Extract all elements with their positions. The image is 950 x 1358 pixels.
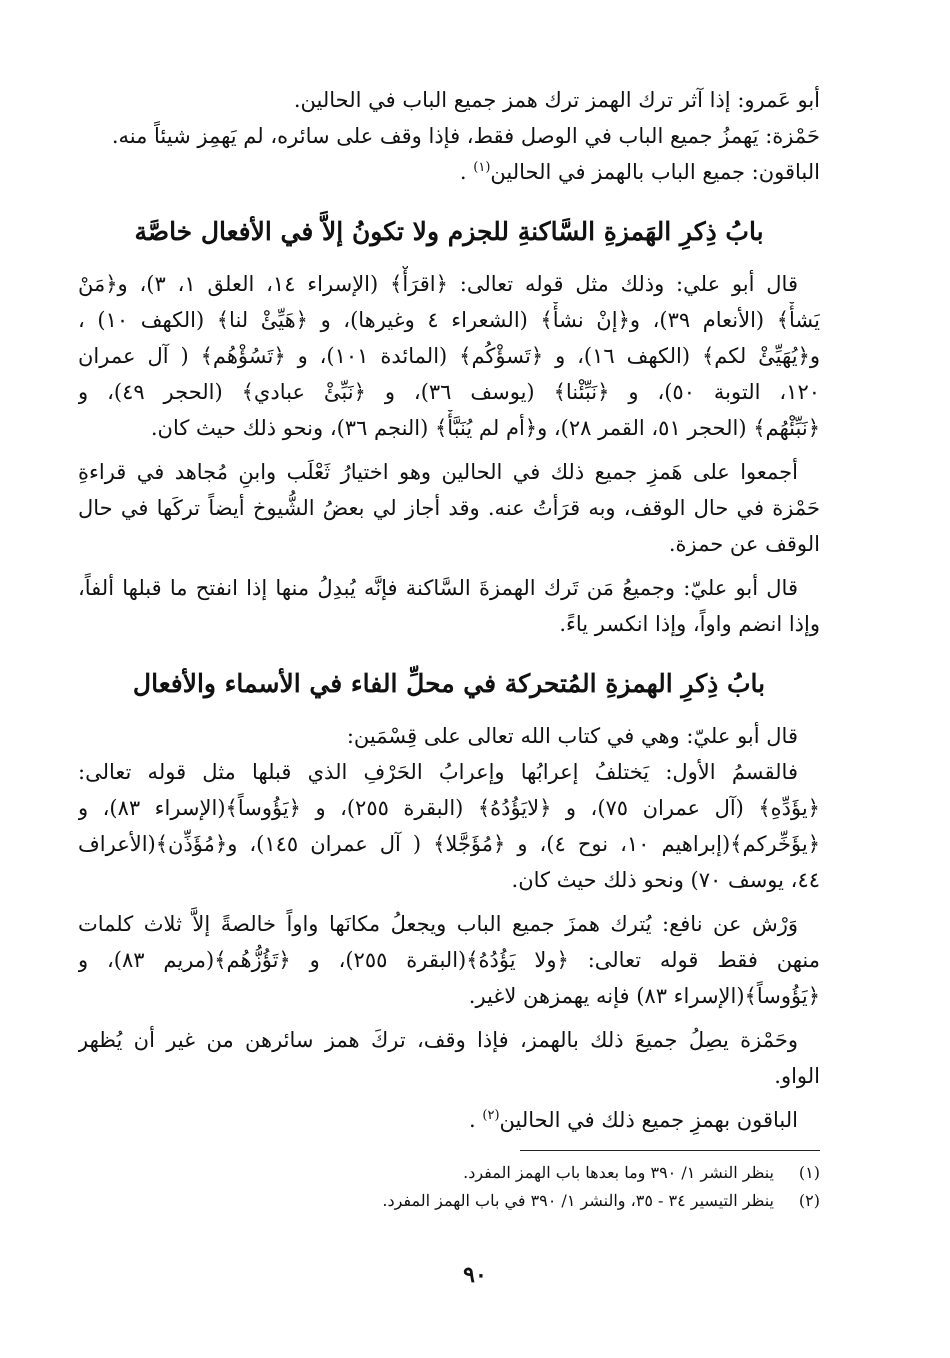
text-line: قال أبو عليّ: وهي في كتاب الله تعالى على قِسْمَين: <box>346 724 798 748</box>
text-line: ﴿نَبِّئْهُم﴾ (الحجر ٥١، القمر ٢٨)، و﴿أم لم يُنَبَّأْ﴾ (النجم ٣٦)، ونحو ذلك حيث كان. <box>150 416 820 440</box>
footnote <box>78 1159 820 1187</box>
footnote-number: (٢) <box>798 1191 820 1210</box>
paragraph <box>78 906 820 1014</box>
footnote <box>78 1187 820 1215</box>
text-line: الواو. <box>774 1064 820 1088</box>
footnotes <box>78 1159 820 1215</box>
page-number: ٩٠ <box>463 1262 487 1288</box>
footnote-ref: (١) <box>473 160 491 175</box>
text-line: و﴿يُهَيِّئْ لكم﴾ (الكهف ١٦)، و ﴿تَسؤْكُم﴾ (المائدة ١٠١)، و ﴿تَسُؤْهُم﴾ ( آل عمران <box>78 344 820 368</box>
text-span: الباقون بهمزِ جميع ذلك في الحالين <box>499 1108 798 1132</box>
chapter-heading: بابُ ذِكرِ الهَمزةِ السَّاكنةِ للجزم ولا تكونُ إلاَّ في الأفعال خاصَّة <box>134 217 764 246</box>
footnote-divider <box>520 1150 820 1151</box>
paragraph <box>78 754 820 898</box>
text-line: ١٢٠، التوبة ٥٠)، و ﴿نَبِّئْنا﴾ (يوسف ٣٦)، و ﴿نَبِّئْ عبادي﴾ (الحجر ٤٩)، و <box>78 380 820 404</box>
text-line: ﴿يؤَدِّهِ﴾ (آل عمران ٧٥)، و ﴿لايَؤُدُهُ﴾ (البقرة ٢٥٥)، و ﴿يَؤُوساً﴾(الإسراء ٨٣)، و <box>78 796 820 820</box>
text-span: الباقون: جميع الباب بالهمز في الحالين <box>490 160 820 184</box>
text-line <box>78 1102 820 1138</box>
text-line: ﴿يَؤُوساً﴾(الإسراء ٨٣) فإنه يهمزهن لاغير. <box>468 984 820 1008</box>
paragraph <box>78 718 820 754</box>
chapter-heading: بابُ ذِكرِ الهمزةِ المُتحركة في محلِّ الفاء في الأسماء والأفعال <box>132 669 766 698</box>
text-line: أجمعوا على هَمزِ جميع ذلك في الحالين وهو اختيارُ ثَعْلَب وابنِ مُجاهد في قراءةِ <box>78 460 798 484</box>
footnote-text: ينظر النشر ١/ ٣٩٠ وما بعدها باب الهمز المفرد. <box>463 1163 774 1182</box>
text-line: حَمْزة في حال الوقف، وبه قرَأتُ عنه. وقد أجاز لي بعضُ الشُّيوخ أيضاً تركَها في حال <box>78 496 820 520</box>
section-intro <box>78 82 820 190</box>
text-span: . <box>469 1108 483 1132</box>
page-body <box>78 82 820 1215</box>
text-line: وإذا انضم واواً، وإذا انكسر ياءً. <box>559 612 820 636</box>
text-line: حَمْزة: يَهمزُ جميع الباب في الوصل فقط، فإذا وقف على سائره، لم يَهمِز شيئاً منه. <box>111 124 820 148</box>
footnote-ref: (٢) <box>482 1108 500 1123</box>
paragraph <box>78 570 820 642</box>
text-line: الوقف عن حمزة. <box>668 532 820 556</box>
text-line: يَشأْ﴾ (الأنعام ٣٩)، و﴿إنْ نشأْ﴾ (الشعراء ٤ وغيرها)، و ﴿هَيِّئْ لنا﴾ (الكهف ١٠) ، <box>78 308 820 332</box>
text-line: وَرْش عن نافع: يُترك همزَ جميع الباب ويجعلُ مكانَها واواً خالصةً إلاَّ ثلاث كلمات <box>78 912 798 936</box>
text-line: فالقسمُ الأول: يَختلفُ إعرابُها وإعرابُ الحَرْفِ الذي قبلها مثل قوله تعالى: <box>78 760 798 784</box>
text-line: قال أبو عليّ: وجميعُ مَن تَرك الهمزةَ السَّاكنة فإنَّه يُبدِلُ منها إذا انفتح ما قبلها ألفاً، <box>78 576 798 600</box>
paragraph <box>78 454 820 562</box>
text-line: منهن فقط قوله تعالى: ﴿ولا يَؤُدُهُ﴾(البقرة ٢٥٥)، و ﴿تَؤُزُّهُم﴾(مريم ٨٣)، و <box>78 948 820 972</box>
text-line: ٤٤، يوسف ٧٠) ونحو ذلك حيث كان. <box>511 868 820 892</box>
text-line: قال أبو علي: وذلك مثل قوله تعالى: ﴿اقرَأْ﴾ (الإسراء ١٤، العلق ١، ٣)، و﴿مَنْ <box>78 272 798 296</box>
text-line: وحَمْزة يصِلُ جميعَ ذلك بالهمز، فإذا وقف، تركَ همز سائرهن من غير أن يُظهر <box>78 1028 798 1052</box>
paragraph <box>78 266 820 446</box>
text-line: ﴿يؤَخِّركم﴾(إبراهيم ١٠، نوح ٤)، و ﴿مُؤَجَّلا﴾ ( آل عمران ١٤٥)، و﴿مُؤَذِّن﴾(الأعراف <box>78 832 820 856</box>
paragraph <box>78 1022 820 1094</box>
footnote-number: (١) <box>798 1163 820 1182</box>
text-line <box>78 154 820 190</box>
text-span: . <box>459 160 474 184</box>
footnote-text: ينظر التيسير ٣٤ - ٣٥، والنشر ١/ ٣٩٠ في باب الهمز المفرد. <box>382 1191 774 1210</box>
text-line: أبو عَمرو: إذا آثر ترك الهمز ترك همز جميع الباب في الحالين. <box>293 88 820 112</box>
paragraph <box>78 1102 820 1138</box>
